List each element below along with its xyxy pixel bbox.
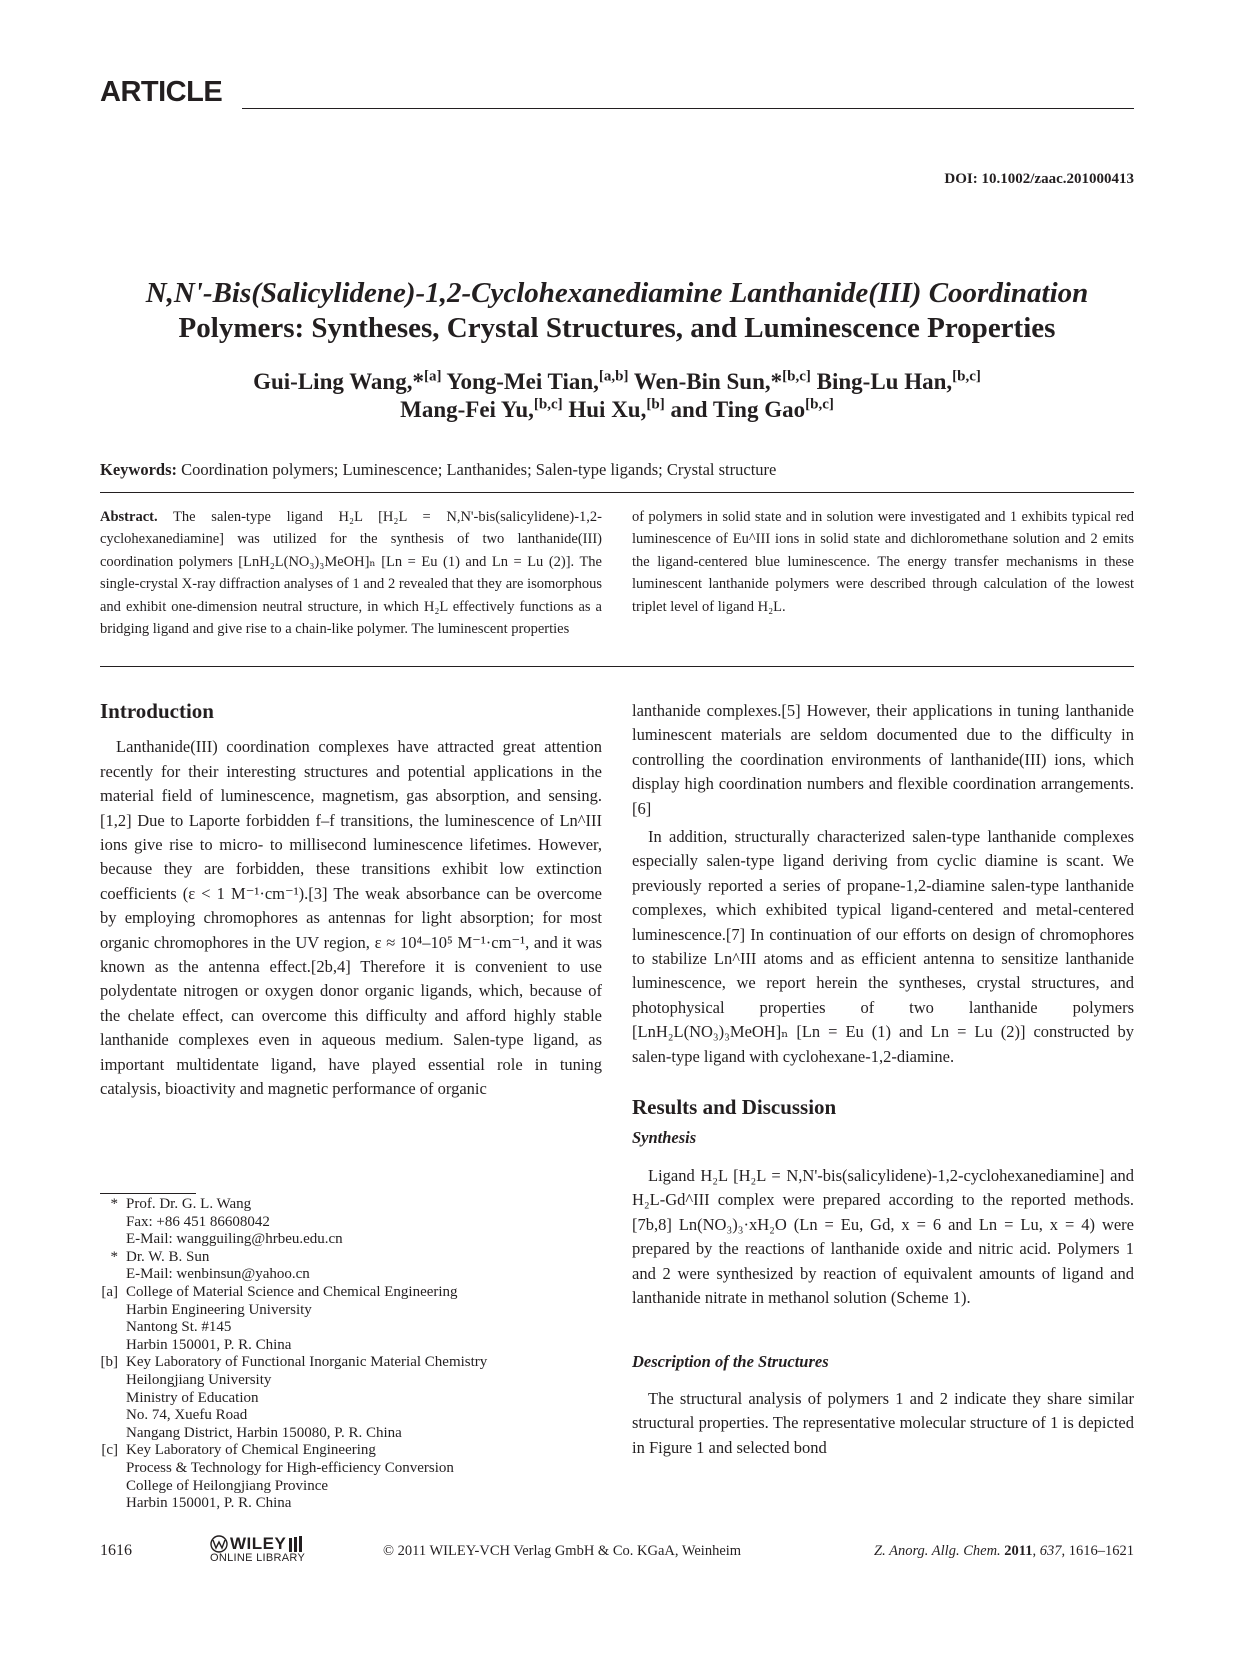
author-affiliation: [a,b] [598, 368, 629, 385]
footnote-body [126, 1354, 620, 1442]
wiley-book-icon [288, 1535, 304, 1553]
footnote-line: Nangang District, Harbin 150080, P. R. China [126, 1424, 402, 1441]
intro-paragraph-2: In addition, structurally characterized salen-type lanthanide complexes especially salen-type ligand deriving from cyclic diamine is scant. We previously reported a series of propane-1,2-diamine salen-type lanthanide complexes, which exhibited typical ligand-centered and metal-centered luminescence.[7] In continuation of our efforts on design of chromophores to stabilize Ln^III atoms and as efficient antenna to sensitize lanthanide luminescence, we report herein the syntheses, crystal structures, and photophysical properties of two lanthanide polymers [LnH₂L(NO₃)₃MeOH]ₙ [Ln = Eu (1) and Ln = Lu (2)] constructed by salen-type ligand with cyclohexane-1,2-diamine. [632, 827, 1134, 1066]
keywords-label: Keywords: [100, 460, 177, 479]
footnote-line: College of Material Science and Chemical Engineering [126, 1283, 458, 1300]
footnote-body [126, 1442, 620, 1512]
structures-paragraph: The structural analysis of polymers 1 and 2 indicate they share similar structural properties. The representative molecular structure of 1 is depicted in Figure 1 and selected bond [632, 1388, 1134, 1457]
keywords [100, 460, 1134, 480]
intro-column [100, 699, 602, 1102]
footnote-rule [100, 1193, 196, 1194]
abstract-top-rule [100, 492, 1134, 493]
abstract-bottom-rule [100, 666, 1134, 667]
footnote-item [100, 1196, 620, 1249]
footnote-line: Fax: +86 451 86608042 [126, 1213, 270, 1230]
author-name: Mang-Fei Yu, [400, 397, 534, 422]
author-affiliation: [b,c] [782, 368, 811, 385]
intro-paragraph-1: Lanthanide(III) coordination complexes have attracted great attention recently for their interesting structures and potential applications in the material field of luminescence, magnetism, gas absorption, and sensing.[1,2] Due to Laporte forbidden f–f transitions, the luminescence of Ln^III ions give rise to micro- to millisecond luminescence lifetimes. However, because they are forbidden, these transitions exhibit low extinction coefficients (ε < 1 M⁻¹·cm⁻¹).[3] The weak absorbance can be overcome by employing chromophores as antennas for light absorption; for most organic chromophores in the UV region, ε ≈ 10⁴–10⁵ M⁻¹·cm⁻¹, and it was known as the antenna effect.[2b,4] Therefore it is convenient to use polydentate nitrogen or oxygen donor organic ligands, which, because of the chelate effect, can overcome this difficulty and afford highly stable lanthanide complexes even in aqueous medium. Salen-type ligand, as important multidentate ligand, have played essential role in tuning catalysis, bioactivity and magnetic performance of organic [100, 737, 602, 1099]
synthesis-heading: Synthesis [632, 1127, 697, 1147]
journal-volume: 637 [1039, 1543, 1062, 1559]
footnote-item [100, 1249, 620, 1284]
footnote-line: Prof. Dr. G. L. Wang [126, 1196, 252, 1212]
structures-heading: Description of the Structures [632, 1352, 829, 1372]
results-heading: Results and Discussion [632, 1095, 837, 1120]
footnote-line: Process & Technology for High-efficiency Conversion [126, 1459, 454, 1476]
author-affiliation: [b,c] [533, 396, 563, 413]
wiley-logo [210, 1534, 322, 1564]
author-name: Gui-Ling Wang,* [253, 369, 424, 394]
section-label: ARTICLE [100, 76, 223, 108]
right-column [632, 699, 1134, 1460]
footnote-item [100, 1442, 620, 1512]
author-name: Bing-Lu Han, [816, 369, 953, 394]
title-line-1-text: N,N'-Bis(Salicylidene)-1,2-Cyclohexanediamine Lanthanide(III) Coordination [145, 277, 1089, 309]
footnote-line: Dr. W. B. Sun [126, 1248, 210, 1265]
footnote-line: Harbin Engineering University [126, 1301, 312, 1318]
journal-citation: Z. Anorg. Allg. Chem. 2011, 637, 1616–1621 [874, 1543, 1134, 1559]
copyright: © 2011 WILEY-VCH Verlag GmbH & Co. KGaA, Weinheim [383, 1543, 742, 1559]
footnote-line: E-Mail: wenbinsun@yahoo.cn [126, 1266, 310, 1283]
footnote-item [100, 1284, 620, 1354]
footnote-mark: * [110, 1248, 118, 1265]
wiley-logo-text: WILEY [230, 1534, 287, 1553]
abstract-text-left: The salen-type ligand H₂L [H₂L = N,N'-bis(salicylidene)-1,2-cyclohexanediamine] was utilized for the synthesis of two lanthanide(III) coordination polymers [LnH₂L(NO₃)₃MeOH]ₙ [Ln = Eu (1) and Ln = Lu (2)]. The single-crystal X-ray diffraction analyses of 1 and 2 revealed that they are isomorphous and exhibit one-dimension neutral structure, in which H₂L effectively functions as a bridging ligand and give rise to a chain-like polymer. The luminescent properties [100, 509, 602, 638]
intro-paragraph-1-cont: lanthanide complexes.[5] However, their applications in tuning lanthanide luminescent materials are seldom documented due to the difficulty in controlling the coordination environments of lanthanide(III) ions, which display high coordination numbers and flexible coordination arrangements.[6] [632, 701, 1134, 818]
footnote-mark: [b] [100, 1354, 118, 1371]
author-name: Yong-Mei Tian, [446, 369, 599, 394]
abstract-left [100, 506, 602, 640]
footnote-line: Key Laboratory of Functional Inorganic Material Chemistry [126, 1354, 488, 1371]
intro-heading: Introduction [100, 699, 214, 723]
journal-year: 2011 [1004, 1543, 1033, 1559]
doi: DOI: 10.1002/zaac.201000413 [944, 171, 1134, 187]
footnote-line: No. 74, Xuefu Road [126, 1407, 248, 1424]
journal-name: Z. Anorg. Allg. Chem. [874, 1543, 1001, 1559]
author-name: Hui Xu, [568, 397, 647, 422]
footnote-line: Key Laboratory of Chemical Engineering [126, 1442, 376, 1459]
author-affiliation: [b,c] [952, 368, 981, 385]
footnote-body [126, 1284, 620, 1354]
author-name: and Ting Gao [670, 397, 806, 422]
author-list [100, 368, 1134, 424]
footnote-line: Harbin 150001, P. R. China [126, 1495, 292, 1512]
footnote-line: Harbin 150001, P. R. China [126, 1336, 292, 1353]
abstract-label: Abstract. [100, 509, 158, 525]
journal-pages: 1616–1621 [1068, 1543, 1134, 1559]
title-line-2: Polymers: Syntheses, Crystal Structures, and Luminescence Properties [178, 312, 1056, 344]
footnote-mark: [c] [101, 1442, 118, 1459]
footnote-mark: * [110, 1196, 118, 1212]
footnote-item [100, 1354, 620, 1442]
footnote-line: College of Heilongjiang Province [126, 1477, 329, 1494]
author-affiliation: [a] [423, 368, 442, 385]
author-affiliation: [b,c] [805, 396, 834, 413]
wiley-emblem-icon [210, 1535, 230, 1553]
abstract-right: of polymers in solid state and in solution were investigated and 1 exhibits typical red luminescence of Eu^III ions in solid state and dichloromethane solution and 2 emits the ligand-centered blue luminescence. The energy transfer mechanisms in these luminescent lanthanide polymers were described through calculation of the lowest triplet level of ligand H₂L. [632, 509, 1134, 615]
wiley-logo-sub: ONLINE LIBRARY [210, 1552, 306, 1564]
footnote-line: Heilongjiang University [126, 1371, 272, 1388]
footnote-mark: [a] [101, 1283, 118, 1300]
footnote-line: E-Mail: wangguiling@hrbeu.edu.cn [126, 1231, 343, 1248]
synthesis-paragraph: Ligand H₂L [H₂L = N,N'-bis(salicylidene)-1,2-cyclohexanediamine] and H₂L-Gd^III complex were prepared according to the reported methods.[7b,8] Ln(NO₃)₃·xH₂O (Ln = Eu, Gd, x = 6 and Ln = Lu, x = 4) were prepared by the reactions of lanthanide oxide and nitric acid. Polymers 1 and 2 were synthesized by reaction of equivalent amounts of ligand and lanthanide nitrate in methanol solution (Scheme 1). [632, 1165, 1134, 1307]
footnote-body [126, 1249, 620, 1284]
footnote-body [126, 1196, 620, 1249]
header-rule [242, 108, 1134, 109]
article-title [100, 276, 1134, 346]
title-line-1 [100, 276, 1134, 311]
footnotes [100, 1196, 620, 1513]
footnote-line: Ministry of Education [126, 1389, 259, 1406]
author-affiliation: [b] [646, 396, 665, 413]
author-name: Wen-Bin Sun,* [633, 369, 783, 394]
page-number: 1616 [100, 1542, 132, 1559]
footnote-line: Nantong St. #145 [126, 1319, 232, 1336]
keywords-text: Coordination polymers; Luminescence; Lanthanides; Salen-type ligands; Crystal structure [181, 460, 777, 479]
